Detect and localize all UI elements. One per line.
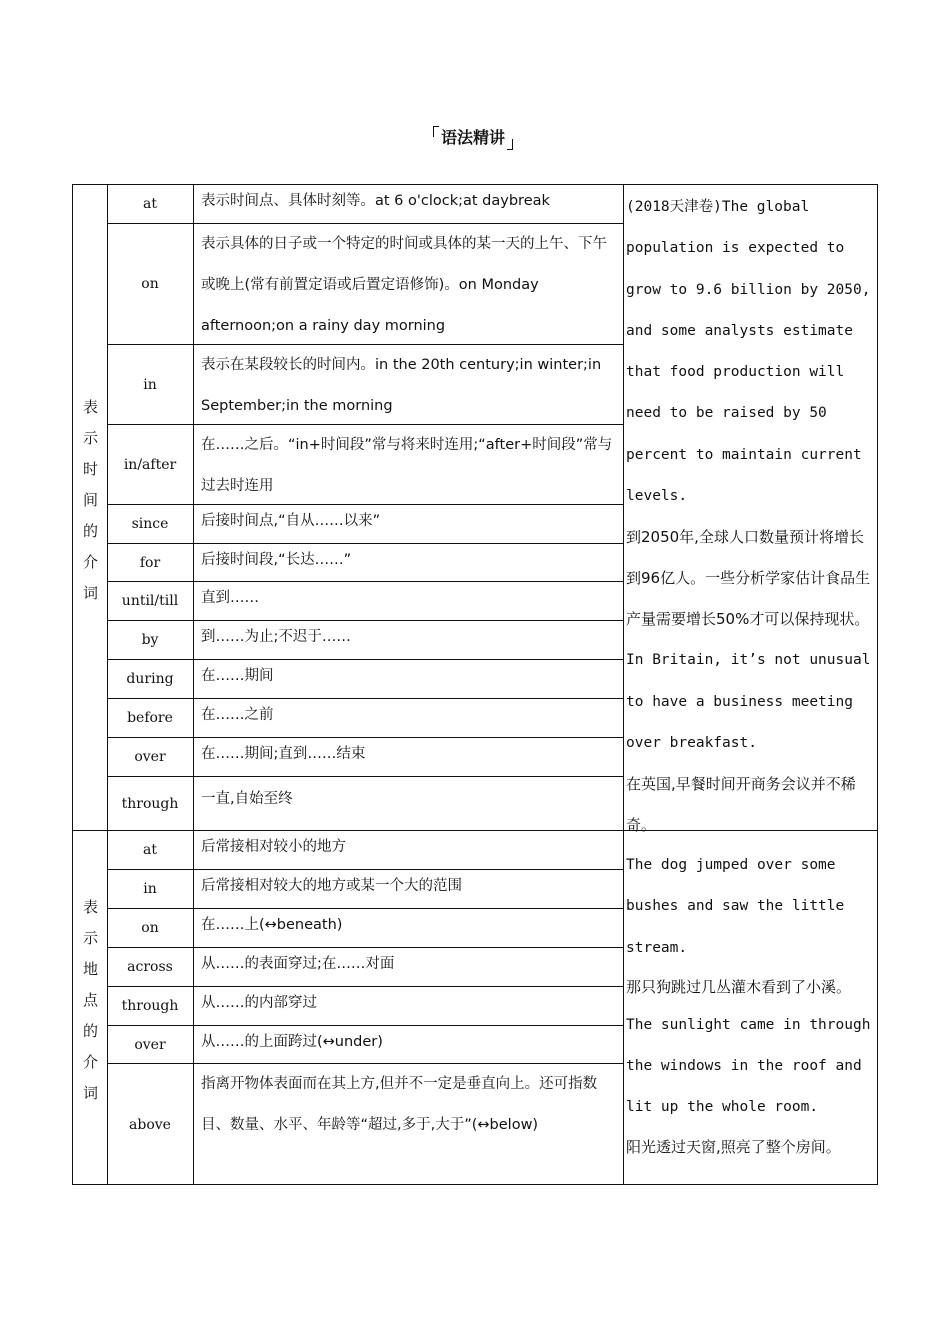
preposition: through [107,777,194,831]
preposition: in [107,870,194,908]
usage-text: 从……的上面跨过(↔under) [201,1034,383,1050]
preposition: over [107,1026,194,1063]
usage-text: 表示时间点、具体时刻等。at 6 o'clock;at daybreak [201,193,550,209]
table-row [107,544,623,582]
table-row [107,660,623,699]
example-chinese: 到2050年,全球人口数量预计将增长到96亿人。一些分析学家估计食品生产量需要增长50%才可以保持现状。 [626,528,871,629]
usage-text: 到……为止;不迟于…… [201,629,351,645]
preposition: across [107,948,194,986]
usage-text: 在……期间;直到……结束 [201,746,366,762]
category-label: 表示时间的介词 [81,399,99,616]
table-row [107,425,623,505]
example-chinese: 阳光透过天窗,照亮了整个房间。 [626,1137,841,1156]
place-prepositions-block [72,830,878,1185]
table-row [107,948,623,987]
preposition: before [107,699,194,737]
preposition: over [107,738,194,776]
usage-text: 直到…… [201,590,259,606]
table-row [107,224,623,345]
preposition: through [107,987,194,1025]
usage-text: 从……的表面穿过;在……对面 [201,956,395,972]
preposition: above [107,1064,194,1185]
preposition: at [107,185,194,223]
preposition: on [107,224,194,344]
preposition: in [107,345,194,424]
example-chinese: 那只狗跳过几丛灌木看到了小溪。 [626,977,852,996]
table-row [107,582,623,621]
example-english: The dog jumped over some bushes and saw the little stream. [626,857,853,956]
preposition: at [107,831,194,869]
example-chinese: 在英国,早餐时间开商务会议并不稀奇。 [626,775,856,835]
table-row [107,345,623,425]
table-row [107,831,623,870]
usage-text: 后接时间点,“自从……以来” [201,513,381,529]
category-label: 表示地点的介词 [81,899,99,1116]
usage-text: 在……之后。“in+时间段”常与将来时连用;“after+时间段”常与过去时连用 [201,437,613,494]
table-row [107,185,623,224]
category-cell [73,185,108,830]
example-english: In Britain, it’s not unusual to have a business meeting over breakfast. [626,652,880,751]
usage-text: 从……的内部穿过 [201,995,317,1011]
table-row [107,987,623,1026]
usage-text: 在……之前 [201,707,274,723]
section-title: 语法精讲 [433,126,513,150]
usage-text: 后常接相对较大的地方或某一个大的范围 [201,878,462,894]
usage-text: 一直,自始至终 [201,791,293,807]
table-row [107,699,623,738]
table-row [107,621,623,660]
table-row [107,1064,623,1185]
preposition: on [107,909,194,947]
preposition: until/till [107,582,194,620]
table-row [107,1026,623,1064]
table-row [107,738,623,777]
usage-text: 后接时间段,“长达……” [201,552,352,568]
usage-text: 在……上(↔beneath) [201,917,343,933]
example-english: The sunlight came in through the windows in the roof and lit up the whole room. [626,1016,880,1116]
time-prepositions-block [72,184,880,835]
preposition: for [107,544,194,581]
preposition: in/after [107,425,194,504]
table-row [107,777,623,831]
usage-text: 指离开物体表面而在其上方,但并不一定是垂直向上。还可指数目、数量、水平、年龄等“超过,多于,大于”(↔below) [201,1076,598,1133]
category-cell [73,831,108,1184]
preposition: during [107,660,194,698]
example-cell [623,831,880,1184]
example-english: (2018天津卷)The global population is expected to grow to 9.6 billion by 2050, and some analysts estimate that food production will need to be raised by 50 percent to maintain current levels. [626,199,880,505]
usage-text: 在……期间 [201,668,274,684]
example-cell [623,185,880,835]
table-row [107,870,623,909]
table-row [107,505,623,544]
usage-text: 后常接相对较小的地方 [201,839,346,855]
usage-text: 表示具体的日子或一个特定的时间或具体的某一天的上午、下午或晚上(常有前置定语或后置定语修饰)。on Monday afternoon;on a rainy day morning [201,236,607,334]
usage-text: 表示在某段较长的时间内。in the 20th century;in winter;in September;in the morning [201,357,602,414]
table-row [107,909,623,948]
preposition: by [107,621,194,659]
preposition: since [107,505,194,543]
